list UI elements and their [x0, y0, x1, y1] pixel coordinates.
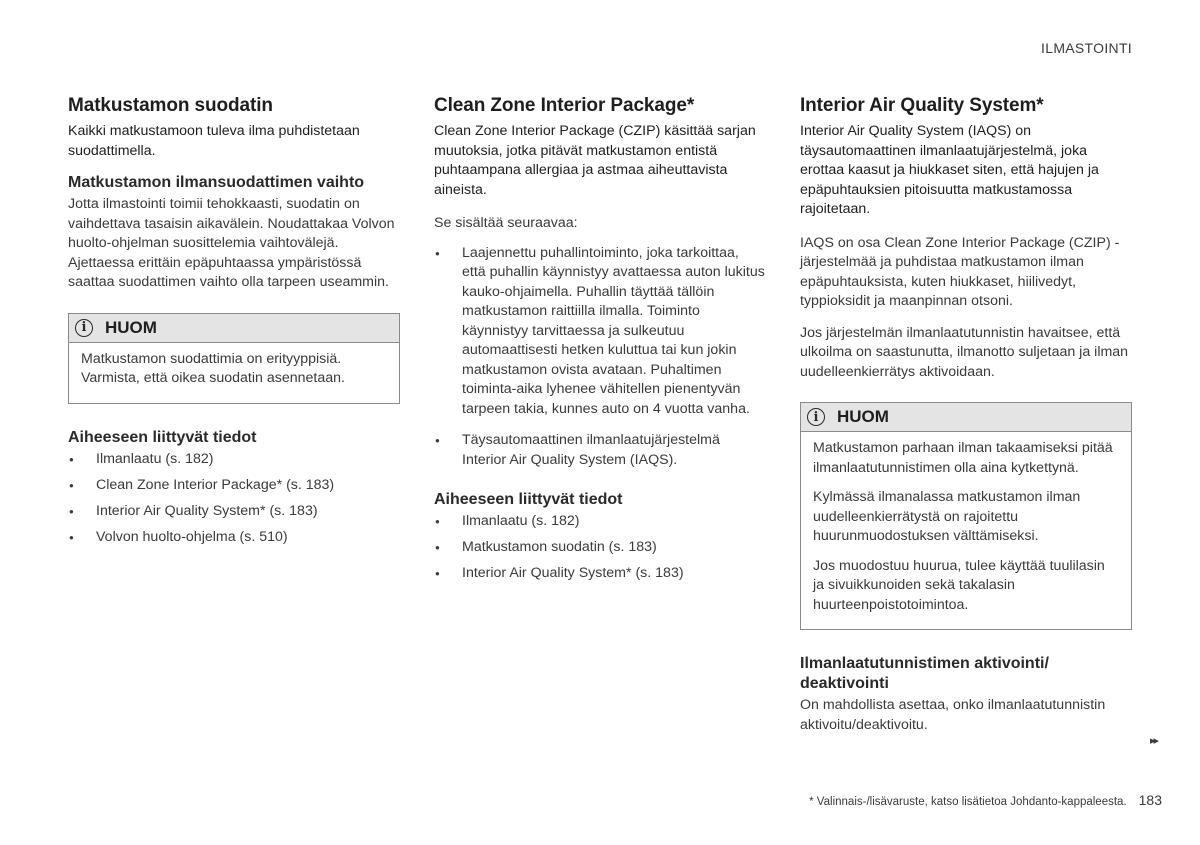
info-icon: i: [75, 319, 93, 337]
related-info-list: [68, 450, 400, 548]
czip-feature-list: [434, 244, 766, 471]
related-link-air-quality[interactable]: ● Ilmanlaatu (s. 182): [68, 450, 400, 470]
related-info-list: [434, 512, 766, 584]
czip-feature-item: ● Täysautomaattinen ilmanlaatujärjestelmä Interior Air Quality System (IAQS).: [434, 431, 766, 470]
related-link-iaqs[interactable]: ● Interior Air Quality System* (s. 183): [68, 502, 400, 522]
related-link-service-program[interactable]: ● Volvon huolto-ohjelma (s. 510): [68, 528, 400, 548]
note-box: [68, 313, 400, 404]
note-body: [801, 432, 1131, 629]
iaqs-paragraph: IAQS on osa Clean Zone Interior Package (CZIP) -järjestelmää ja puhdistaa matkustamon ilman epäpuhtauksista, kuten hiukkaset, hiilivedyt, typpioksidit ja maanpinnan otsoni.: [800, 234, 1120, 309]
iaqs-title: Interior Air Quality System*: [800, 95, 1044, 116]
related-info-heading: Aiheeseen liittyvät tiedot: [434, 491, 623, 508]
note-text: Jos muodostuu huurua, tulee käyttää tuulilasin ja sivuikkunoiden sekä takalasin huurteenpoistotoimintoa.: [813, 557, 1105, 613]
cabin-filter-title: Matkustamon suodatin: [68, 95, 273, 116]
related-link-cabin-filter[interactable]: ● Matkustamon suodatin (s. 183): [434, 538, 766, 558]
sensor-activation-heading: Ilmanlaatutunnistimen aktivointi/ deaktivointi: [800, 655, 1049, 692]
info-icon: i: [807, 408, 825, 426]
column-czip: [434, 94, 766, 590]
column-iaqs: [800, 94, 1132, 747]
footnote: * Valinnais-/lisävaruste, katso lisätietoa Johdanto-kappaleesta.: [809, 796, 1127, 808]
czip-includes-label: Se sisältää seuraavaa:: [434, 215, 578, 231]
note-title: HUOM: [837, 407, 889, 426]
page-footer: [809, 792, 1162, 808]
cabin-filter-intro: Kaikki matkustamoon tuleva ilma puhdistetaan suodattimella.: [68, 123, 360, 159]
related-link-iaqs[interactable]: ● Interior Air Quality System* (s. 183): [434, 564, 766, 584]
related-info-heading: Aiheeseen liittyvät tiedot: [68, 428, 257, 446]
related-link-air-quality[interactable]: ● Ilmanlaatu (s. 182): [434, 512, 766, 532]
note-header: [801, 403, 1131, 432]
next-page-arrows-icon: ▸▸: [1150, 735, 1158, 747]
note-text: Kylmässä ilmanalassa matkustamon ilman uudelleenkierrätystä on rajoitettu huurunmuodostuksen välttämiseksi.: [813, 489, 1081, 544]
note-box: [800, 402, 1132, 630]
related-link-czip[interactable]: ● Clean Zone Interior Package* (s. 183): [68, 476, 400, 496]
note-header: [69, 314, 399, 343]
note-text: Matkustamon parhaan ilman takaamiseksi pitää ilmanlaatutunnistimen olla aina kytkettynä.: [813, 440, 1113, 476]
czip-title: Clean Zone Interior Package*: [434, 95, 695, 116]
note-body: [69, 343, 399, 403]
czip-feature-item: ● Laajennettu puhallintoiminto, joka tarkoittaa, että puhallin käynnistyy avattaessa auton lukitus kauko-ohjaimella. Puhallin täyttää tällöin matkustamon raittiilla ilmalla. Toiminto käynnistyy tarvittaessa ja sulkeutuu automaattisesti hetken kuluttua tai kun jokin matkustamon ovista avataan. Puhaltimen toiminta-aika lyhenee vähitellen pienentyvän tarpeen takia, kunnes auto on 4 vuotta vanha.: [434, 244, 766, 420]
section-header: ILMASTOINTI: [1041, 40, 1132, 56]
iaqs-paragraph: Jos järjestelmän ilmanlaatutunnistin havaitsee, että ulkoilma on saastunutta, ilmanotto suljetaan ja ilman uudelleenkierrätys aktivoidaan.: [800, 324, 1129, 380]
page-number: 183: [1138, 792, 1162, 808]
filter-replacement-heading: Matkustamon ilmansuodattimen vaihto: [68, 174, 365, 191]
note-text: Matkustamon suodattimia on erityyppisiä. Varmista, että oikea suodatin asennetaan.: [81, 350, 345, 386]
czip-intro: Clean Zone Interior Package (CZIP) käsittää sarjan muutoksia, jotka pitävät matkustamon entistä puhtaampana allergiaa ja astmaa aiheuttavista aineista.: [434, 123, 756, 198]
iaqs-intro: Interior Air Quality System (IAQS) on täysautomaattinen ilmanlaatujärjestelmä, joka erottaa kaasut ja hiukkaset siten, että hajujen ja epäpuhtauksien pitoisuutta matkustamossa rajoitetaan.: [800, 123, 1099, 217]
column-cabin-filter: [68, 94, 400, 554]
filter-replacement-text: Jotta ilmastointi toimii tehokkaasti, suodatin on vaihdettava tasaisin aikavälein. Noudattakaa Volvon huolto-ohjelman suosittelemia vaihtovälejä. Ajettaessa erittäin epäpuhtaassa ympäristössä saattaa suodattimen vaihto olla tarpeen useammin.: [68, 196, 395, 290]
note-title: HUOM: [105, 317, 157, 337]
sensor-activation-text: On mahdollista asettaa, onko ilmanlaatutunnistin aktivoitu/deaktivoitu.: [800, 697, 1106, 733]
